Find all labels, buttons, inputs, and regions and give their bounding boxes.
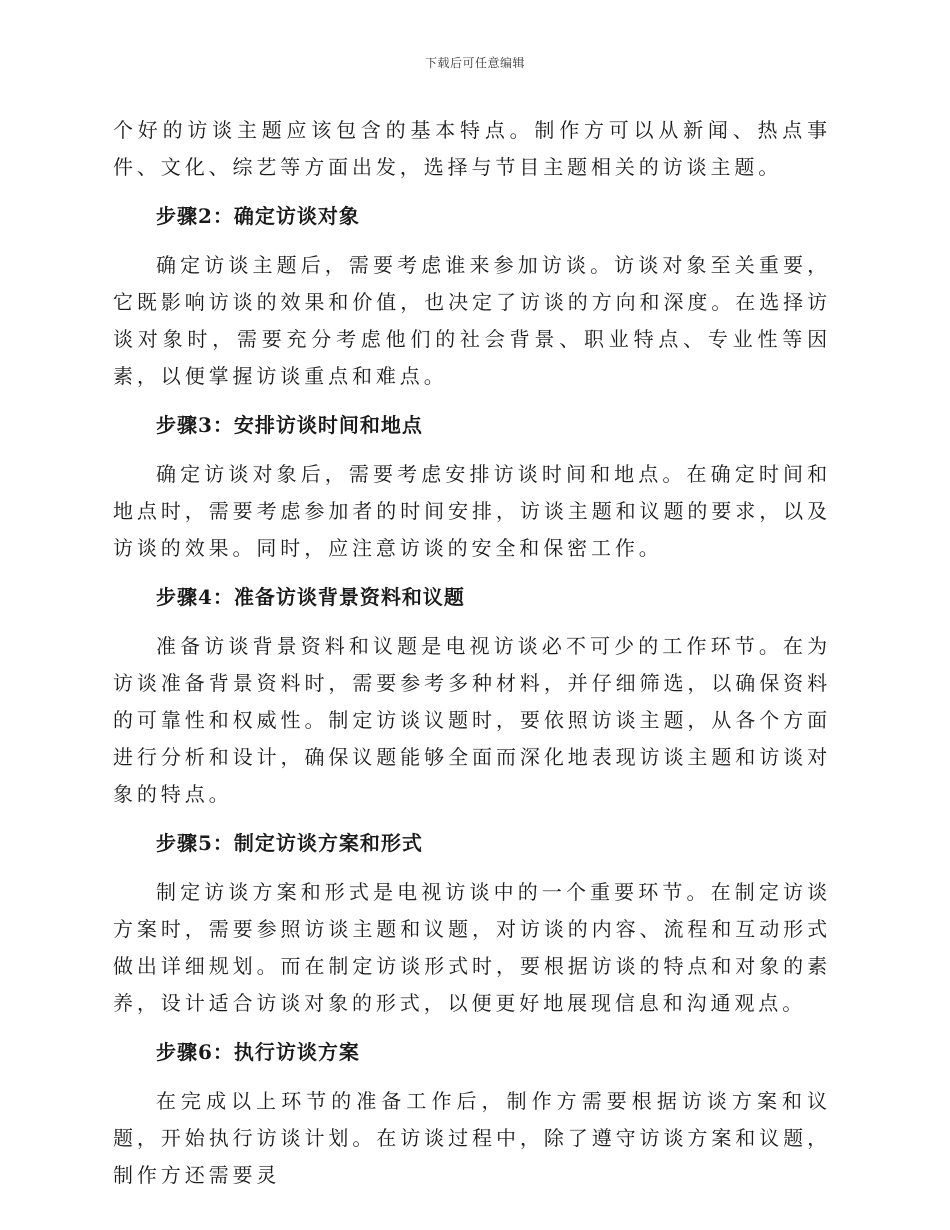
heading-step-5: 步骤5：制定访谈方案和形式 xyxy=(156,831,423,855)
paragraph-step-3: 确定访谈对象后，需要考虑安排访谈时间和地点。在确定时间和地点时，需要考虑参加者的时间安排，访谈主题和议题的要求，以及访谈的效果。同时，应注意访谈的安全和保密工作。 xyxy=(113,462,831,560)
heading-step-4: 步骤4：准备访谈背景资料和议题 xyxy=(156,585,465,609)
document-body xyxy=(113,112,831,1194)
paragraph-step-5: 制定访谈方案和形式是电视访谈中的一个重要环节。在制定访谈方案时，需要参照访谈主题和议题，对访谈的内容、流程和互动形式做出详细规划。而在制定访谈形式时，要根据访谈的特点和对象的素养，设计适合访谈对象的形式，以便更好地展现信息和沟通观点。 xyxy=(113,880,831,1015)
paragraph-step-4: 准备访谈背景资料和议题是电视访谈必不可少的工作环节。在为访谈准备背景资料时，需要参考多种材料，并仔细筛选，以确保资料的可靠性和权威性。制定访谈议题时，要依照访谈主题，从各个方面进行分析和设计，确保议题能够全面而深化地表现访谈主题和访谈对象的特点。 xyxy=(113,634,831,806)
paragraph-step-2: 确定访谈主题后，需要考虑谁来参加访谈。访谈对象至关重要，它既影响访谈的效果和价值，也决定了访谈的方向和深度。在选择访谈对象时，需要充分考虑他们的社会背景、职业特点、专业性等因素，以便掌握访谈重点和难点。 xyxy=(113,253,831,388)
heading-step-6: 步骤6：执行访谈方案 xyxy=(156,1040,360,1064)
paragraph-intro-continuation: 个好的访谈主题应该包含的基本特点。制作方可以从新闻、热点事件、文化、综艺等方面出发，选择与节目主题相关的访谈主题。 xyxy=(113,118,831,179)
paragraph-step-6: 在完成以上环节的准备工作后，制作方需要根据访谈方案和议题，开始执行访谈计划。在访谈过程中，除了遵守访谈方案和议题，制作方还需要灵 xyxy=(113,1089,831,1187)
heading-step-2: 步骤2：确定访谈对象 xyxy=(156,204,360,228)
page-header: 下载后可任意编辑 xyxy=(424,56,525,70)
heading-step-3: 步骤3：安排访谈时间和地点 xyxy=(156,413,423,437)
